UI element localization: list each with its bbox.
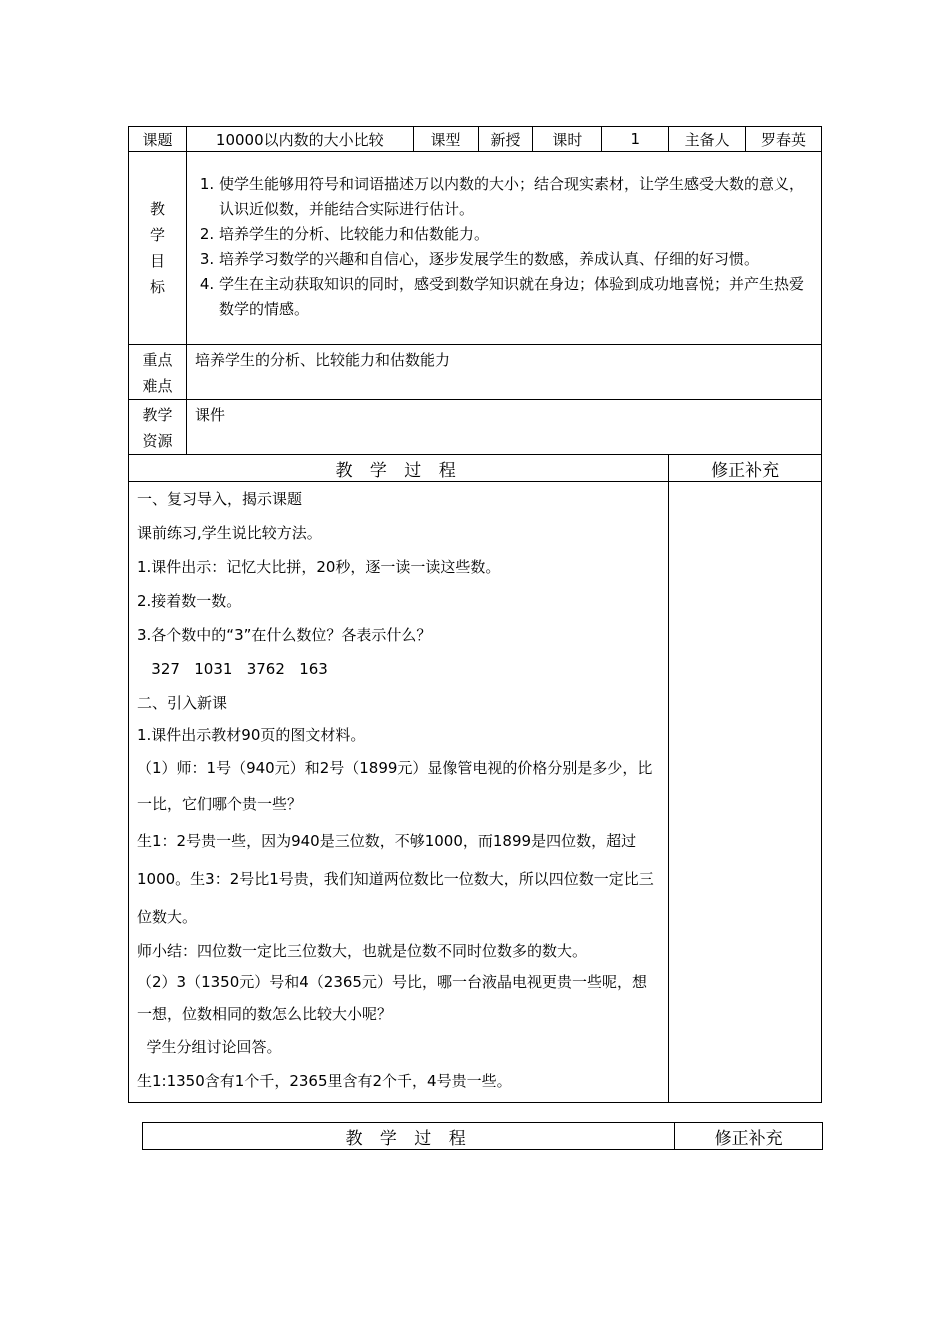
goal-item: 4. 学生在主动获取知识的同时，感受到数学知识就在身边；体验到成功地喜悦；并产生热爱数学的情感。 — [219, 272, 809, 322]
process-line: （2）3（1350元）号和4（2365元）号比，哪一台液晶电视更贵一些呢，想一想，位数相同的数怎么比较大小呢？ — [137, 973, 647, 1023]
goals-cell — [186, 152, 821, 345]
process-line: 1.课件出示教材90页的图文材料。 — [137, 726, 366, 744]
preparer-label: 主备人 — [669, 127, 746, 152]
key-points-row — [129, 345, 822, 400]
period-value: 1 — [602, 127, 669, 152]
process-content — [129, 482, 669, 1103]
process-line: 一、复习导入，揭示课题 — [137, 490, 303, 508]
goal-item: 3. 培养学习数学的兴趣和自信心，逐步发展学生的数感，养成认真、仔细的好习惯。 — [219, 247, 809, 272]
process-line: 327 1031 3762 163 — [137, 660, 328, 678]
process-header-row-continued — [143, 1123, 823, 1150]
resources-row — [129, 400, 822, 455]
process-body-row — [129, 482, 822, 1103]
lesson-plan-table — [128, 126, 822, 1103]
key-points-label: 重点难点 — [142, 351, 173, 395]
process-notes-title: 修正补充 — [669, 455, 822, 482]
period-label: 课时 — [533, 127, 602, 152]
process-header-row — [129, 455, 822, 482]
key-points-text: 培养学生的分析、比较能力和估数能力 — [186, 345, 821, 400]
process-line: 课前练习,学生说比较方法。 — [137, 524, 322, 542]
process-title-continued: 教 学 过 程 — [143, 1123, 675, 1150]
process-notes-cell — [669, 482, 822, 1103]
topic-label: 课题 — [129, 127, 187, 152]
header-row — [129, 127, 822, 152]
process-line: 师小结：四位数一定比三位数大，也就是位数不同时位数多的数大。 — [137, 942, 588, 960]
process-line: 3.各个数中的“3”在什么数位？各表示什么？ — [137, 626, 432, 644]
process-line: 二、引入新课 — [137, 694, 228, 712]
goal-item: 2. 培养学生的分析、比较能力和估数能力。 — [219, 222, 809, 247]
goals-list — [187, 152, 821, 322]
resources-text: 课件 — [186, 400, 821, 455]
process-notes-title-continued: 修正补充 — [675, 1123, 823, 1150]
goals-label: 教学目标 — [149, 200, 165, 296]
type-label: 课型 — [413, 127, 478, 152]
resources-label: 教学资源 — [142, 406, 173, 450]
type-value: 新授 — [478, 127, 533, 152]
topic-value: 10000以内数的大小比较 — [186, 127, 413, 152]
goals-row — [129, 152, 822, 345]
process-line: 生1：2号贵一些，因为940是三位数，不够1000，而1899是四位数，超过1000。生3：2号比1号贵，我们知道两位数比一位数大，所以四位数一定比三位数大。 — [137, 832, 654, 926]
process-line: 2.接着数一数。 — [137, 592, 242, 610]
process-line: 1.课件出示：记忆大比拼，20秒，逐一读一读这些数。 — [137, 558, 501, 576]
process-title: 教 学 过 程 — [129, 455, 669, 482]
preparer-value: 罗春英 — [746, 127, 822, 152]
goal-item: 1. 使学生能够用符号和词语描述万以内数的大小；结合现实素材，让学生感受大数的意义，认识近似数，并能结合实际进行估计。 — [219, 172, 809, 222]
process-table-continued — [142, 1122, 823, 1150]
process-line: （1）师：1号（940元）和2号（1899元）显像管电视的价格分别是多少，比一比，它们哪个贵一些？ — [137, 759, 653, 813]
process-line: 学生分组讨论回答。 — [137, 1038, 282, 1056]
process-line: 生1:1350含有1个千，2365里含有2个千，4号贵一些。 — [137, 1072, 512, 1090]
